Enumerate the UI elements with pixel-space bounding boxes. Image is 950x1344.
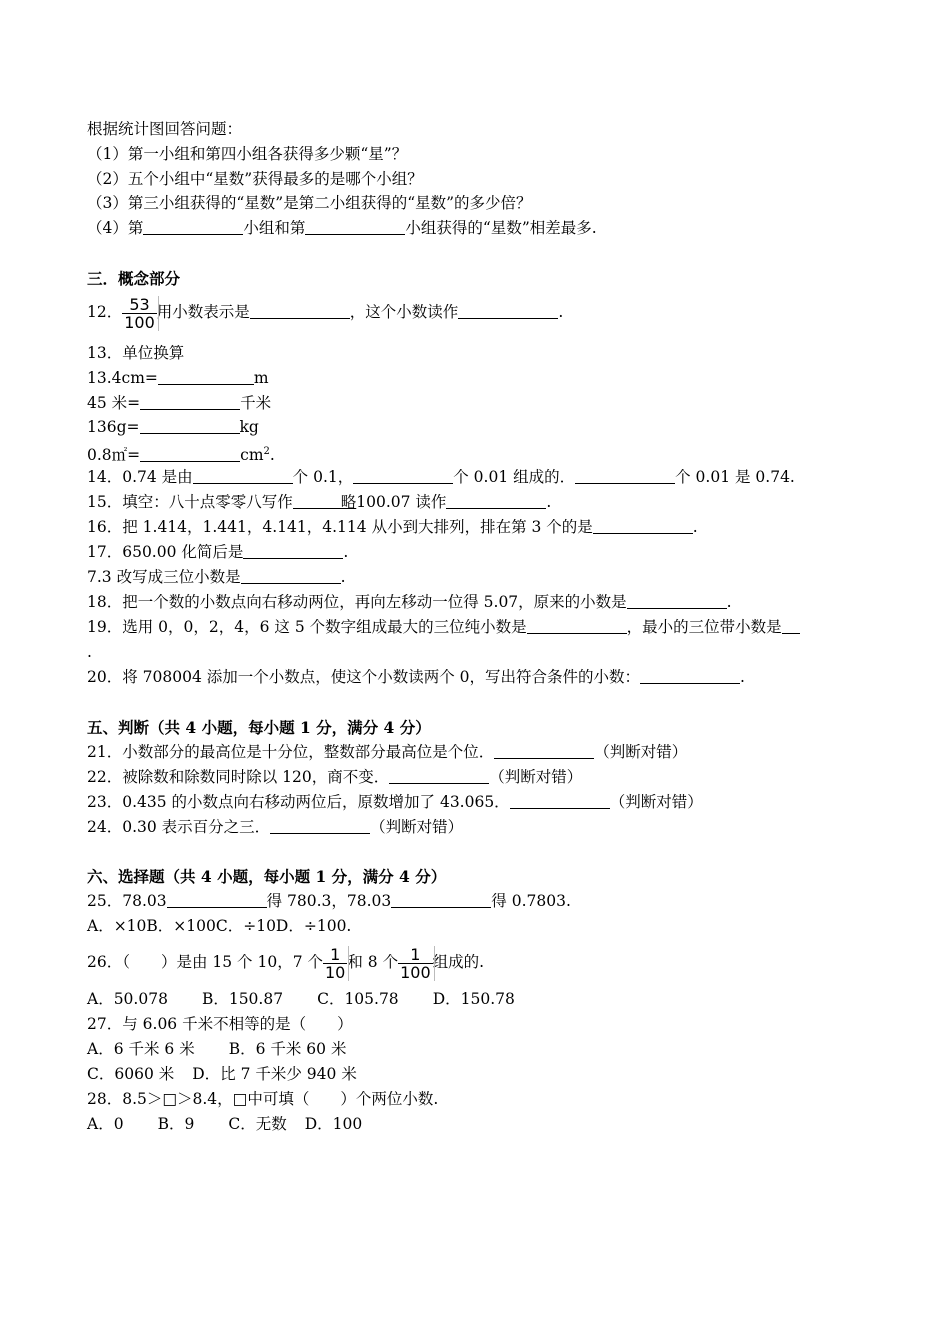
text: 45 米= xyxy=(87,394,141,412)
judge-tag: （判断对错） xyxy=(489,768,583,786)
section-3-heading: 三．概念部分 xyxy=(87,269,181,288)
answer-blank[interactable] xyxy=(305,218,405,235)
answer-blank[interactable] xyxy=(446,492,546,509)
question-26-options xyxy=(87,988,515,1010)
text: 21．小数部分的最高位是十分位，整数部分最高位是个位． xyxy=(87,743,495,761)
answer-blank[interactable] xyxy=(143,218,243,235)
chart-question-2: （2）五个小组中“星数”获得最多的是哪个小组？ xyxy=(87,170,423,188)
answer-blank[interactable] xyxy=(158,368,254,385)
denominator: 100 xyxy=(400,962,431,982)
text: 7.3 改写成三位小数是 xyxy=(87,568,241,586)
answer-blank[interactable] xyxy=(353,467,453,484)
question-27: 27．与 6.06 千米不相等的是（ ） xyxy=(87,1015,353,1033)
text: 12． xyxy=(87,303,123,321)
text: 个 0.1， xyxy=(292,468,354,486)
question-23 xyxy=(87,791,703,813)
question-19-end: . xyxy=(87,643,92,661)
answer-blank[interactable] xyxy=(391,891,491,908)
text: 24．0.30 表示百分之三． xyxy=(87,818,271,836)
text: cm xyxy=(240,446,264,464)
answer-blank[interactable] xyxy=(782,617,800,634)
answer-blank[interactable] xyxy=(241,567,341,584)
option-a[interactable]: A．6 千米 6 米 xyxy=(87,1040,195,1058)
answer-blank[interactable] xyxy=(640,667,740,684)
question-17b xyxy=(87,566,346,588)
question-27-options-1 xyxy=(87,1038,346,1060)
answer-blank[interactable] xyxy=(389,767,489,784)
answer-blank[interactable] xyxy=(575,467,675,484)
text: . xyxy=(269,446,275,464)
chart-question-3: （3）第三小组获得的“星数”是第二小组获得的“星数”的多少倍？ xyxy=(87,194,532,212)
text: 14．0.74 是由 xyxy=(87,468,193,486)
judge-tag: （判断对错） xyxy=(370,818,464,836)
text: ，这个小数读作 xyxy=(349,303,459,321)
option-b[interactable]: B．6 千米 60 米 xyxy=(228,1040,347,1058)
answer-blank[interactable] xyxy=(193,467,293,484)
question-14 xyxy=(87,466,795,488)
text: 0.8㎡= xyxy=(87,446,141,464)
text: ，最小的三位带小数是 xyxy=(626,618,782,636)
text: 16．把 1.414，1.441，4.141，4.114 从小到大排列，排在第 3 个的是 xyxy=(87,518,593,536)
text: 23．0.435 的小数点向右移动两位后，原数增加了 43.065． xyxy=(87,793,510,811)
question-26 xyxy=(87,940,484,984)
text: 13.4cm= xyxy=(87,369,158,387)
text: 19．选用 0，0，2，4，6 这 5 个数字组成最大的三位纯小数是 xyxy=(87,618,527,636)
answer-blank[interactable] xyxy=(140,393,240,410)
text: 18．把一个数的小数点向右移动两位，再向左移动一位得 5.07，原来的小数是 xyxy=(87,593,627,611)
question-19 xyxy=(87,616,800,638)
answer-blank[interactable] xyxy=(140,417,240,434)
question-13: 13．单位换算 xyxy=(87,344,185,362)
text: 17．650.00 化简后是 xyxy=(87,543,244,561)
text: 26．（ ）是由 15 个 10，7 个 xyxy=(87,953,323,971)
option-a[interactable]: A．0 xyxy=(87,1115,124,1133)
question-28-options xyxy=(87,1113,362,1135)
question-13-line-3 xyxy=(87,416,259,438)
question-25-options: A．×10B．×100C．÷10D．÷100. xyxy=(87,917,352,935)
option-c[interactable]: C．105.78 xyxy=(317,990,399,1008)
chart-questions-intro: 根据统计图回答问题： xyxy=(87,120,243,138)
text: （4）第 xyxy=(87,219,144,237)
chart-question-4 xyxy=(87,217,597,239)
option-d[interactable]: D．100 xyxy=(304,1115,363,1133)
text: 个 0.01 是 0.74. xyxy=(675,468,795,486)
text: . xyxy=(546,493,552,511)
text: 136g= xyxy=(87,418,140,436)
option-c[interactable]: C．无数 xyxy=(228,1115,287,1133)
text: 千米 xyxy=(240,394,272,412)
answer-blank[interactable] xyxy=(527,617,627,634)
superscript: 2 xyxy=(263,446,270,457)
question-12 xyxy=(87,294,563,331)
question-25 xyxy=(87,890,571,912)
judge-tag: （判断对错） xyxy=(594,743,688,761)
question-16 xyxy=(87,516,698,538)
text: 22．被除数和除数同时除以 120，商不变． xyxy=(87,768,390,786)
fraction-53-100 xyxy=(122,296,157,331)
text: . xyxy=(740,668,745,686)
text: 小组获得的“星数”相差最多. xyxy=(405,219,597,237)
text: 小组和第 xyxy=(243,219,306,237)
text: . xyxy=(726,593,732,611)
option-c[interactable]: C．6060 米 xyxy=(87,1065,175,1083)
chart-question-1: （1）第一小组和第四小组各获得多少颗“星”？ xyxy=(87,145,408,163)
answer-blank[interactable] xyxy=(140,445,240,462)
numerator: 1 xyxy=(410,944,421,964)
denominator: 100 xyxy=(124,312,155,332)
option-b[interactable]: B．150.87 xyxy=(201,990,284,1008)
judge-tag: （判断对错） xyxy=(609,793,703,811)
section-5-heading: 五、判断（共 4 小题，每小题 1 分，满分 4 分） xyxy=(87,718,431,737)
question-24 xyxy=(87,816,463,838)
denominator: 10 xyxy=(325,962,346,982)
question-22 xyxy=(87,766,582,788)
text: . xyxy=(558,303,564,321)
text: 得 0.7803. xyxy=(491,892,571,910)
text: 和 8 个 xyxy=(347,953,399,971)
answer-blank[interactable] xyxy=(494,742,594,759)
numerator: 1 xyxy=(330,944,341,964)
option-d[interactable]: D．比 7 千米少 940 米 xyxy=(192,1065,357,1083)
question-18 xyxy=(87,591,732,613)
section-6-heading: 六、选择题（共 4 小题，每小题 1 分，满分 4 分） xyxy=(87,867,447,886)
text: kg xyxy=(239,418,259,436)
question-21 xyxy=(87,741,687,763)
question-13-line-1 xyxy=(87,367,269,389)
answer-blank[interactable] xyxy=(167,891,267,908)
text: 100.07 读作 xyxy=(356,493,447,511)
question-13-line-2 xyxy=(87,392,271,414)
text: 个 0.01 组成的． xyxy=(453,468,576,486)
question-20 xyxy=(87,666,745,688)
text: 略 xyxy=(340,493,357,511)
answer-blank[interactable] xyxy=(293,492,341,509)
text: . xyxy=(340,568,346,586)
text: 用小数表示是 xyxy=(156,303,250,321)
question-13-line-4 xyxy=(87,441,275,466)
question-17 xyxy=(87,541,348,563)
text: m xyxy=(253,369,269,387)
question-28: 28．8.5＞□＞8.4，□中可填（ ）个两位小数. xyxy=(87,1090,439,1108)
question-15 xyxy=(87,491,551,513)
answer-blank[interactable] xyxy=(250,302,350,319)
text: . xyxy=(343,543,349,561)
text: 组成的. xyxy=(432,953,485,971)
answer-blank[interactable] xyxy=(243,542,343,559)
answer-blank[interactable] xyxy=(510,792,610,809)
fraction-1-100 xyxy=(398,946,433,981)
text: . xyxy=(692,518,698,536)
option-d[interactable]: D．150.78 xyxy=(432,990,515,1008)
numerator: 53 xyxy=(129,294,150,314)
text: 25．78.03 xyxy=(87,892,167,910)
question-27-options-2 xyxy=(87,1063,357,1085)
answer-blank[interactable] xyxy=(593,517,693,534)
text: 得 780.3，78.03 xyxy=(266,892,392,910)
answer-blank[interactable] xyxy=(627,592,727,609)
option-b[interactable]: B．9 xyxy=(157,1115,195,1133)
option-a[interactable]: A．50.078 xyxy=(87,990,168,1008)
text: 20．将 708004 添加一个小数点，使这个小数读两个 0，写出符合条件的小数： xyxy=(87,668,641,686)
fraction-1-10 xyxy=(323,946,347,981)
answer-blank[interactable] xyxy=(270,817,370,834)
text: 15．填空：八十点零零八写作 xyxy=(87,493,293,511)
answer-blank[interactable] xyxy=(458,302,558,319)
